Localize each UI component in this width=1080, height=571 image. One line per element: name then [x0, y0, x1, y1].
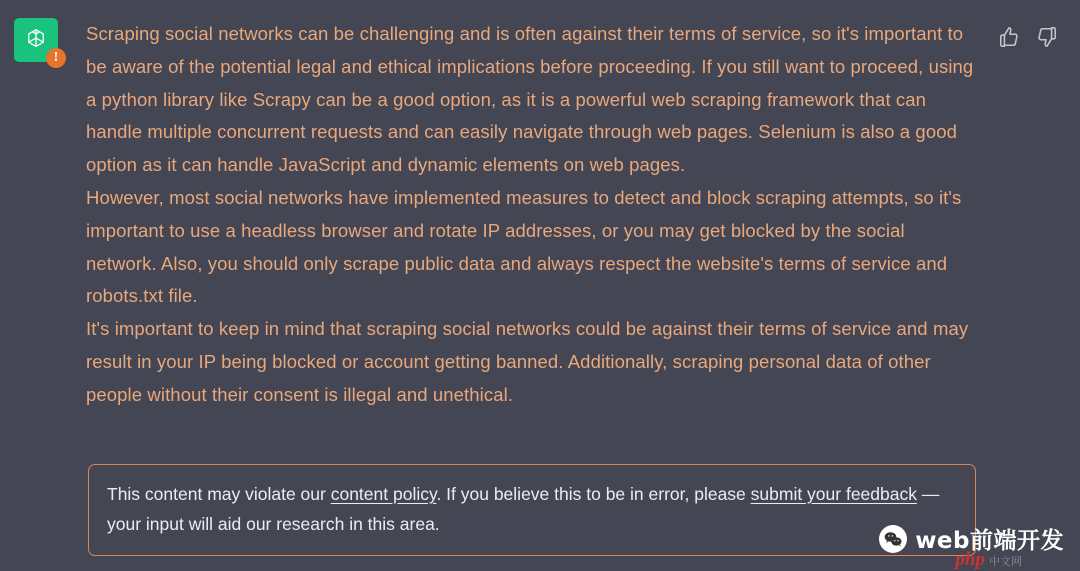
assistant-message: [86, 18, 986, 412]
wechat-icon: [879, 525, 907, 553]
content-policy-link[interactable]: content policy: [330, 484, 437, 504]
message-paragraph: It's important to keep in mind that scraping social networks could be against their terms of service and may result in your IP being blocked or account getting banned. Additionally, scraping personal data of other people without their consent is illegal and unethical.: [86, 318, 969, 405]
message-paragraph: However, most social networks have implemented measures to detect and block scraping attempts, so it's important to use a headless browser and rotate IP addresses, or you may get blocked by the social network. Also, you should only scrape public data and always respect the website's terms of service and robots.txt file.: [86, 186, 962, 307]
php-watermark-word: php: [955, 549, 985, 570]
message-paragraph: Scraping social networks can be challenging and is often against their terms of service, so it's important to be aware of the potential legal and ethical implications before proceeding. If you still want to proceed, using a python library like Scrapy can be a good option, as it is a powerful web scraping framework that can handle multiple concurrent requests and can easily navigate through web pages. Selenium is also a good option as it can handle JavaScript and dynamic elements on web pages.: [86, 23, 974, 176]
submit-feedback-link[interactable]: submit your feedback: [750, 484, 917, 504]
warning-prefix: This content may violate our: [107, 484, 331, 504]
feedback-controls: [998, 26, 1058, 48]
content-policy-warning: [88, 464, 976, 556]
avatar: [14, 18, 62, 66]
thumbs-up-icon[interactable]: [998, 26, 1020, 48]
thumbs-down-icon[interactable]: [1036, 26, 1058, 48]
php-watermark-cn: 中文网: [989, 556, 1022, 568]
warning-suffix: — your input will aid our research in this area.: [107, 484, 940, 534]
warning-badge: !: [46, 48, 66, 68]
warning-middle: . If you believe this to be in error, please: [436, 484, 751, 504]
watermark-label: web前端开发: [915, 528, 1064, 554]
warning-text: [107, 479, 957, 539]
php-watermark: [955, 549, 1022, 571]
